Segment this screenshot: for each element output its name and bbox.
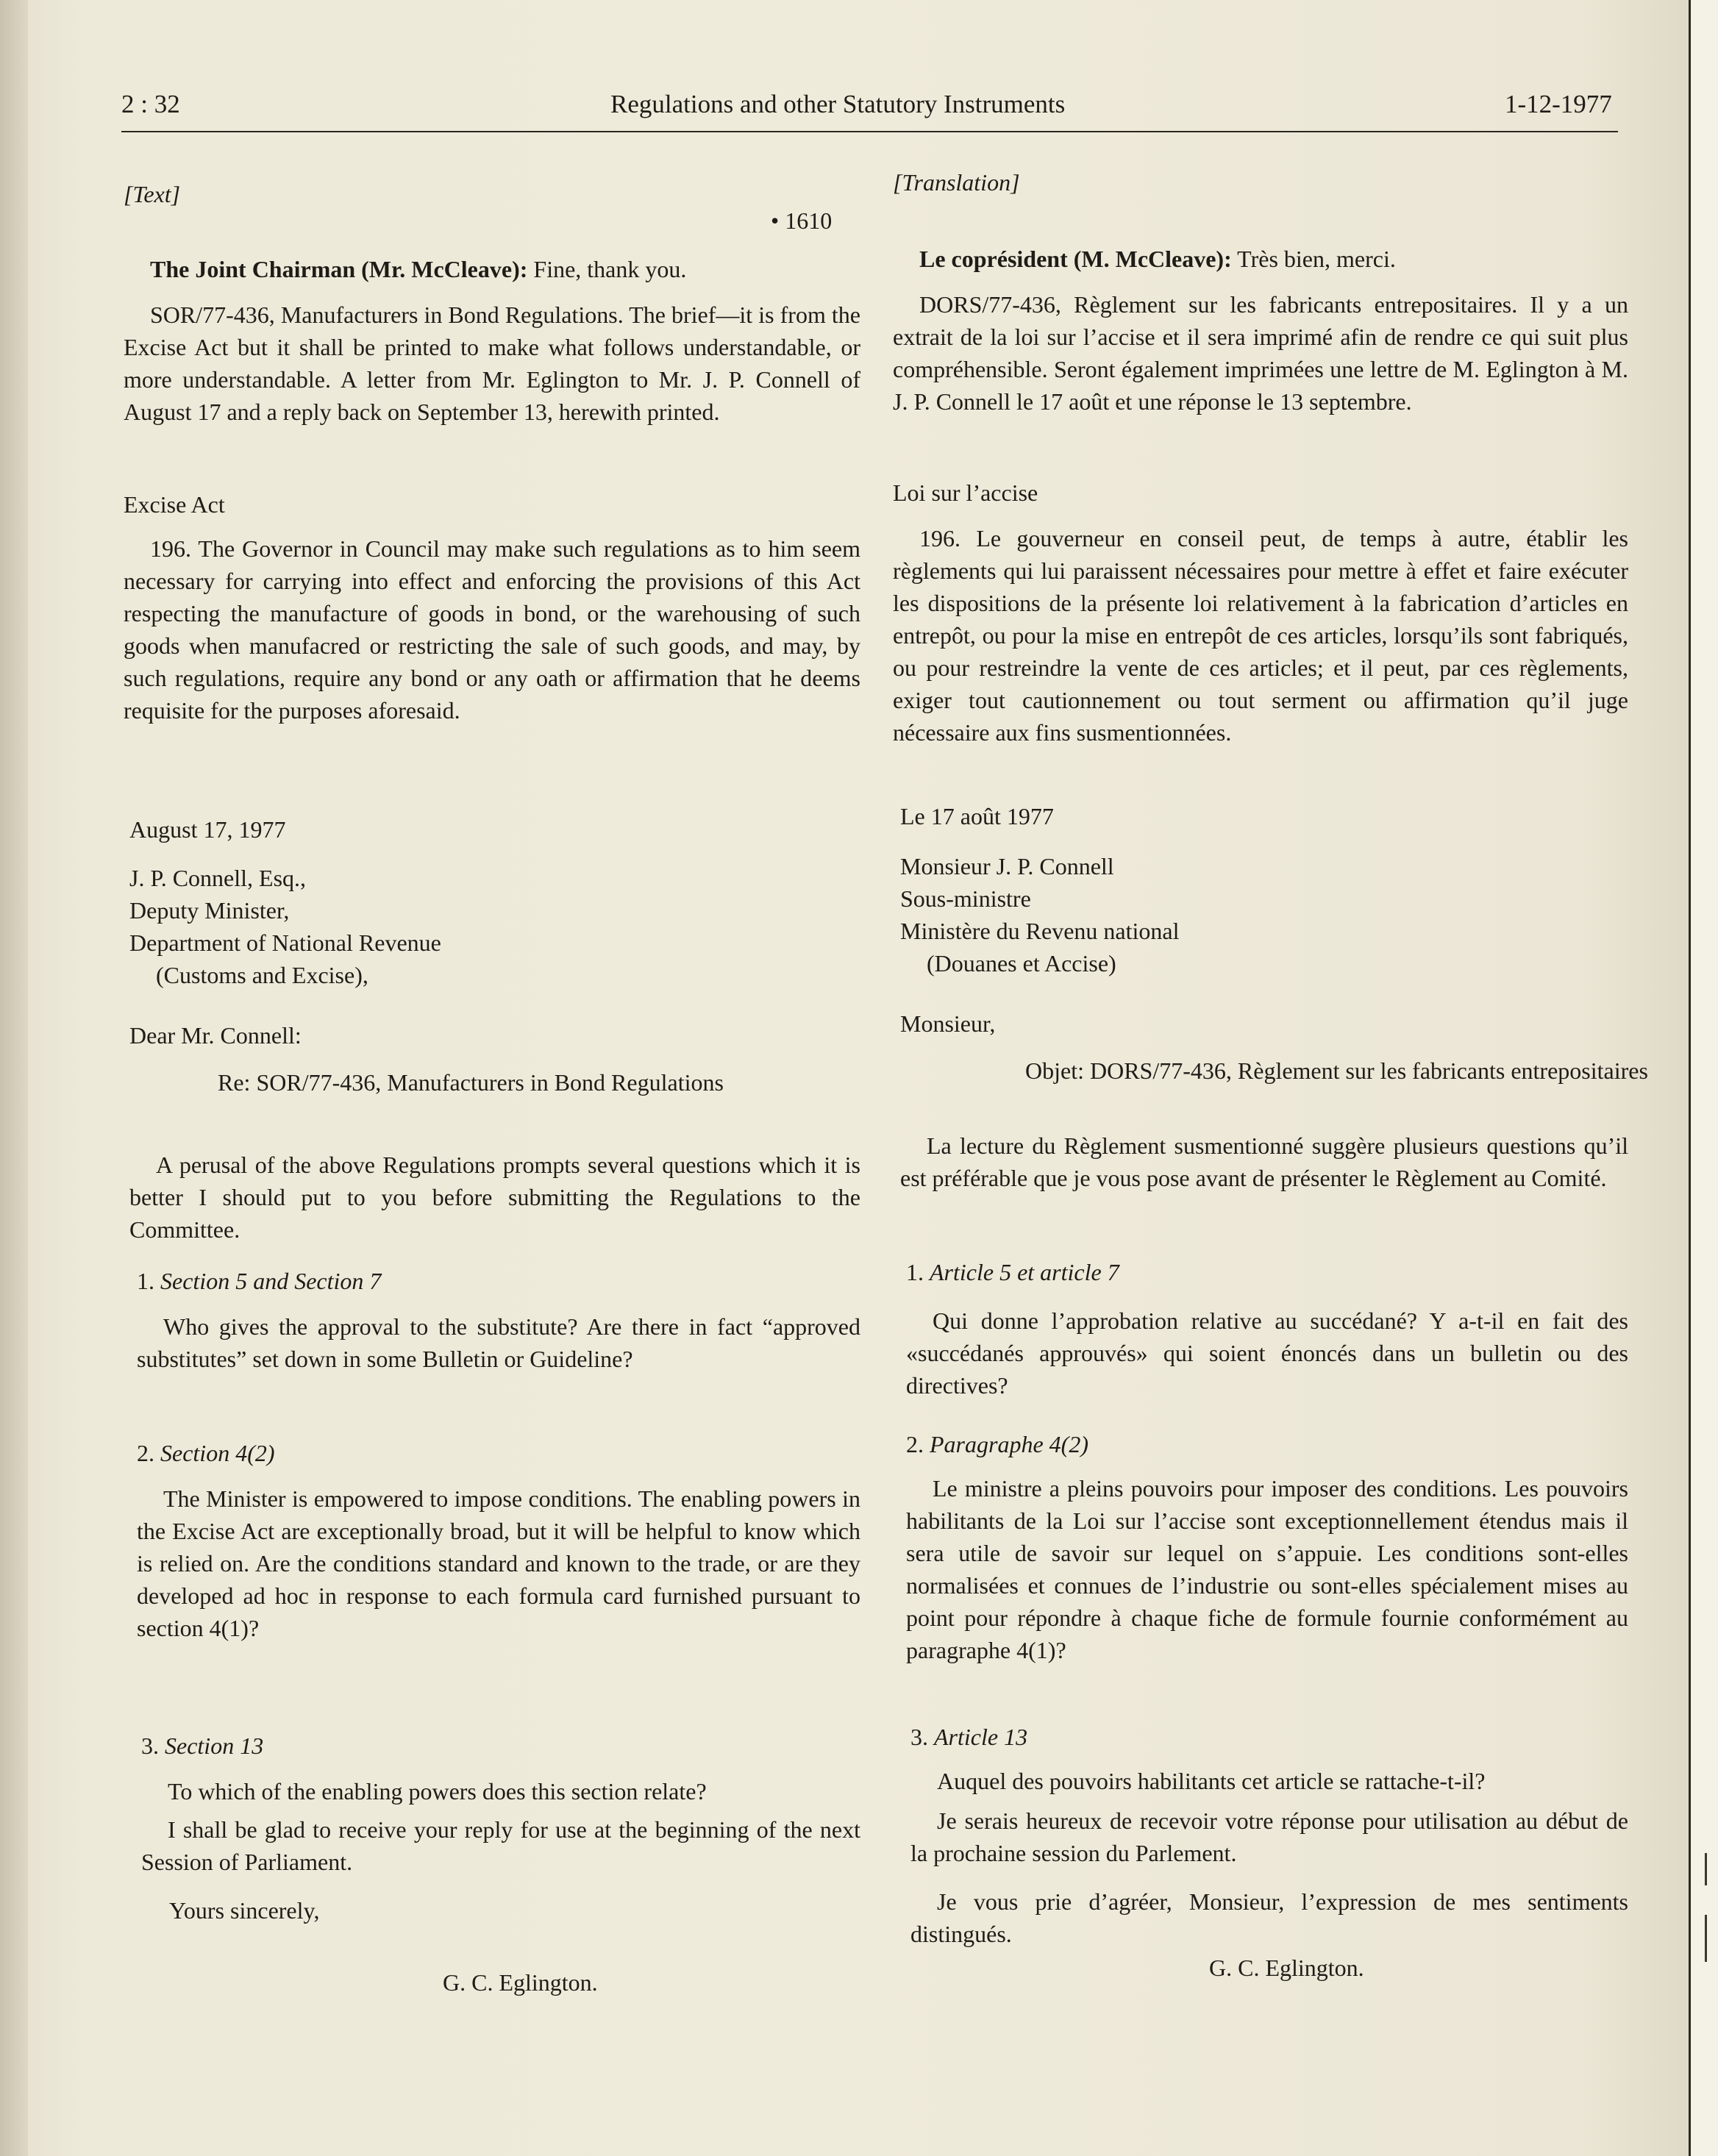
- section-text: Auquel des pouvoirs habilitants cet article se rattache-t-il?: [937, 1768, 1486, 1794]
- speaker-name: The Joint Chairman (Mr. McCleave):: [150, 256, 528, 282]
- section-heading: [906, 1256, 1119, 1288]
- section-heading: [906, 1428, 1088, 1460]
- act-section-196: 196. The Governor in Council may make such regulations as to him seem necessary for carrying into effect and enforcing the provisions of this Act respecting the manufacture of goods in bond, or the warehousing of such goods when manufacred or restricting the sale of such goods, and may, by such regulations, require any bond or any oath or affirmation that he deems requisite for the purposes aforesaid.: [124, 535, 860, 724]
- perusal-paragraph: A perusal of the above Regulations prompts several questions which it is better I should put to you before submitting the Regulations to the Committee.: [129, 1152, 860, 1243]
- section-heading: [137, 1437, 275, 1469]
- address-line: (Douanes et Accise): [927, 950, 1116, 977]
- running-title: Regulations and other Statutory Instruments: [610, 90, 1066, 118]
- address-line: Monsieur J. P. Connell: [900, 853, 1114, 879]
- section-heading: [137, 1265, 381, 1297]
- section-text: Le ministre a pleins pouvoirs pour imposer des conditions. Les pouvoirs habilitants de la Loi sur l’accise sont exceptionnellement étendus mais il sera utile de savoir sur lequel on s’appuie. Les conditions sont-elles normalisées et connues de l’industrie ou sont-elles spécialement mises au point pour répondre à chaque fiche de formule fournie conformément au paragraphe 4(1)?: [906, 1475, 1628, 1663]
- letter-date: Le 17 août 1977: [900, 803, 1054, 829]
- section-title: Section 5 and Section 7: [160, 1268, 382, 1294]
- section-title: Section 4(2): [160, 1440, 275, 1466]
- address-line: (Customs and Excise),: [156, 962, 368, 988]
- address-line: Sous-ministre: [900, 885, 1031, 912]
- section-text: Who gives the approval to the substitute? Are there in fact “approved substitutes” set down in some Bulletin or Guideline?: [137, 1313, 860, 1372]
- speaker-line: [124, 253, 860, 285]
- header-date: 1-12-1977: [1505, 90, 1612, 118]
- section-title: Article 5 et article 7: [930, 1259, 1119, 1285]
- text-label: [Text]: [124, 181, 181, 207]
- speaker-text: Fine, thank you.: [527, 256, 687, 282]
- intro-paragraph: DORS/77-436, Règlement sur les fabricants entrepositaires. Il y a un extrait de la loi sur l’accise et il sera imprimé afin de rendre ce qui suit plus compréhensible. Seront également imprimées une lettre de M. Eglington à M. J. P. Connell le 17 août et une réponse le 13 septembre.: [893, 291, 1628, 415]
- address-line: J. P. Connell, Esq.,: [129, 865, 307, 891]
- objet-line: Objet: DORS/77-436, Règlement sur les fabricants entrepositaires: [1025, 1057, 1648, 1084]
- section-text: Qui donne l’approbation relative au succédané? Y a-t-il en fait des «succédanés approuvés» qui soient énoncés dans un bulletin ou des directives?: [906, 1307, 1628, 1399]
- speaker-line: [893, 243, 1628, 275]
- section-text: To which of the enabling powers does this section relate?: [168, 1778, 707, 1805]
- header-rule: [121, 131, 1618, 132]
- time-marker: • 1610: [771, 207, 833, 234]
- closing-paragraph: Je serais heureux de recevoir votre réponse pour utilisation au début de la prochaine session du Parlement.: [910, 1807, 1628, 1866]
- section-number: 1.: [137, 1268, 160, 1294]
- address-line: Deputy Minister,: [129, 897, 290, 924]
- edge-mark: [1705, 1915, 1707, 1962]
- re-line: Re: SOR/77-436, Manufacturers in Bond Regulations: [218, 1069, 724, 1096]
- closing-paragraph: I shall be glad to receive your reply for use at the beginning of the next Session of Parliament.: [141, 1816, 860, 1875]
- act-title: Excise Act: [124, 491, 225, 518]
- letter-date: August 17, 1977: [129, 816, 286, 843]
- act-section-196: 196. Le gouverneur en conseil peut, de temps à autre, établir les règlements qui lui paraissent nécessaires pour mettre à effet et faire exécuter les dispositions de la présente loi relativement à la fabrication d’articles en entrepôt, ou pour la mise en entrepôt de ces articles, lorsqu’ils sont fabriqués, ou pour restreindre la vente de ces articles; et il peut, par ces règlements, exiger tout cautionnement ou tout serment ou affirmation qu’il juge nécessaire aux fins susmentionnées.: [893, 525, 1628, 746]
- salutation: Dear Mr. Connell:: [129, 1022, 302, 1049]
- lecture-paragraph: La lecture du Règlement susmentionné suggère plusieurs questions qu’il est préférable que je vous pose avant de présenter le Règlement au Comité.: [900, 1132, 1628, 1191]
- section-number: 2.: [137, 1440, 160, 1466]
- section-number: 3.: [141, 1732, 165, 1759]
- binding-spine: [0, 0, 28, 2156]
- section-heading: [910, 1721, 1027, 1753]
- intro-paragraph: SOR/77-436, Manufacturers in Bond Regulations. The brief—it is from the Excise Act but it shall be printed to make what follows understandable, or more understandable. A letter from Mr. Eglington to Mr. J. P. Connell of August 17 and a reply back on September 13, herewith printed.: [124, 301, 860, 425]
- signature: G. C. Eglington.: [1209, 1955, 1364, 1981]
- signature: G. C. Eglington.: [443, 1969, 598, 1996]
- page-number: 2 : 32: [121, 90, 180, 118]
- salutation: Monsieur,: [900, 1010, 996, 1037]
- yours-sincerely: Yours sincerely,: [169, 1897, 320, 1924]
- speaker-text: Très bien, merci.: [1231, 246, 1396, 272]
- address-line: Ministère du Revenu national: [900, 918, 1180, 944]
- translation-label: [Translation]: [893, 169, 1020, 196]
- section-heading: [141, 1730, 263, 1762]
- closing-formula: Je vous prie d’agréer, Monsieur, l’expression de mes sentiments distingués.: [910, 1888, 1628, 1947]
- section-title: Section 13: [165, 1732, 264, 1759]
- address-line: Department of National Revenue: [129, 929, 441, 956]
- act-title: Loi sur l’accise: [893, 479, 1038, 506]
- speaker-name: Le coprésident (M. McCleave):: [919, 246, 1232, 272]
- edge-mark: [1705, 1853, 1707, 1885]
- section-title: Paragraphe 4(2): [930, 1431, 1088, 1457]
- section-number: 1.: [906, 1259, 930, 1285]
- section-number: 2.: [906, 1431, 930, 1457]
- section-title: Article 13: [934, 1724, 1028, 1750]
- section-text: The Minister is empowered to impose conditions. The enabling powers in the Excise Act are exceptionally broad, but it will be helpful to know which is relied on. Are the conditions standard and known to the trade, or are they developed ad hoc in response to each formula card furnished pursuant to section 4(1)?: [137, 1485, 860, 1641]
- section-number: 3.: [910, 1724, 934, 1750]
